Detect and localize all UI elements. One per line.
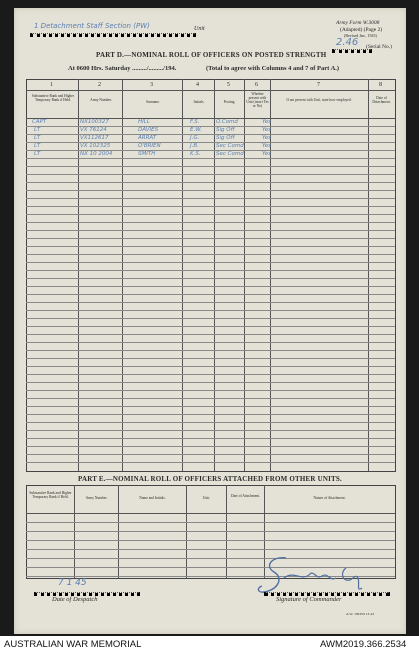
rank-cell: LT xyxy=(34,127,41,133)
e-col-header: Name and Initials. xyxy=(139,496,166,500)
army-number-cell: VX112617 xyxy=(80,135,109,141)
part-d-at-line: At 0600 Hrs. Saturday ........./........./194. xyxy=(68,65,177,72)
rule-line xyxy=(26,462,395,463)
rule-line xyxy=(26,398,395,399)
army-number-cell: NX100327 xyxy=(80,119,109,125)
rule-line xyxy=(26,222,395,223)
col-header: If not present with Unit, state how employed. xyxy=(286,98,352,102)
form-adapted: (Adapted) (Page 2) xyxy=(340,27,383,33)
form-number: Army Form W.3008 xyxy=(336,20,380,26)
initials-cell: F.S. xyxy=(190,119,200,125)
posting-cell: Sig Off xyxy=(216,135,235,141)
surname-cell: SMITH xyxy=(138,151,156,157)
col-header: Initials. xyxy=(193,100,205,104)
e-col-header: Unit. xyxy=(202,496,211,500)
rule-line xyxy=(26,190,395,191)
surname-cell: DAVIES xyxy=(138,127,159,133)
e-col-header: Date of Attachment. xyxy=(230,494,261,498)
army-number-cell: VX 102325 xyxy=(80,143,111,149)
rule-line xyxy=(26,182,395,183)
rule-line xyxy=(26,406,395,407)
present-cell: Yes xyxy=(262,135,272,141)
initials-cell: E.W. xyxy=(190,127,202,133)
unit-label: Unit xyxy=(194,26,205,32)
despatch-date-handwritten: 7 1 45 xyxy=(58,578,87,588)
rule-line xyxy=(26,206,395,207)
rule-line xyxy=(26,446,395,447)
rule-line xyxy=(26,318,395,319)
col-header: Surname. xyxy=(146,100,160,104)
caption-left: AUSTRALIAN WAR MEMORIAL xyxy=(4,639,142,650)
rule-line xyxy=(26,326,395,327)
posting-cell: Sig Off xyxy=(216,127,235,133)
rule-line xyxy=(26,126,395,127)
signature-label: Signature of Commander xyxy=(276,596,342,603)
col-header: Whether present with Unit (insert Yes or No) xyxy=(246,92,269,108)
rule-line xyxy=(26,358,395,359)
rule-line xyxy=(26,540,395,541)
e-col-header: Nature of Attachment. xyxy=(313,496,346,500)
rule-line xyxy=(26,342,395,343)
present-cell: Yes xyxy=(262,119,272,125)
serial-number-handwritten: 2.46 xyxy=(336,37,359,48)
rule-line xyxy=(26,134,395,135)
rule-line xyxy=(26,430,395,431)
initials-cell: J.B. xyxy=(190,143,199,149)
ruled-lines xyxy=(26,118,395,470)
col-number: 6 xyxy=(255,82,258,88)
rule-line xyxy=(26,382,395,383)
rule-line xyxy=(26,334,395,335)
rule-line xyxy=(26,262,395,263)
col-number: 3 xyxy=(150,82,153,88)
caption-bar xyxy=(0,636,419,653)
initials-cell: K.S. xyxy=(190,151,201,157)
col-number: 1 xyxy=(50,82,53,88)
rule-line xyxy=(26,238,395,239)
col-header: Posting. xyxy=(223,100,236,104)
col-header: Army Number. xyxy=(90,98,112,102)
surname-cell: ARRAT xyxy=(138,135,157,141)
army-number-cell: NX 10 2004 xyxy=(80,151,113,157)
rank-cell: LT xyxy=(34,135,41,141)
rule-line xyxy=(26,366,395,367)
rule-line xyxy=(26,278,395,279)
form-revised: (Revised Jan., 1943) xyxy=(344,33,377,38)
rule-line xyxy=(26,174,395,175)
col-number: 2 xyxy=(98,82,101,88)
rule-line xyxy=(26,310,395,311)
unit-dotted-line xyxy=(30,33,196,37)
rule-line xyxy=(26,390,395,391)
col-number: 7 xyxy=(317,82,320,88)
rank-cell: LT xyxy=(34,151,41,157)
e-col-header: Army Number. xyxy=(85,496,108,500)
caption-right: AWM2019.366.2534 xyxy=(320,639,407,650)
rule-line xyxy=(26,438,395,439)
col-header: Substantive Rank and Higher Temporary Rank if Held. xyxy=(31,94,75,102)
rule-line xyxy=(26,142,395,143)
part-d-title: PART D.—NOMINAL ROLL OF OFFICERS ON POSTED STRENGTH xyxy=(96,51,327,59)
col-header: Date of Detachment. xyxy=(372,96,391,104)
rule-line xyxy=(26,198,395,199)
rank-cell: CAPT xyxy=(32,119,47,125)
rule-line xyxy=(26,230,395,231)
col-number: 8 xyxy=(379,82,382,88)
rule-line xyxy=(26,374,395,375)
e-col-header: Substantive Rank and Higher Temporary Rank if Held. xyxy=(29,491,72,499)
part-d-total-line: (Total to agree with Columns 4 and 7 of Part A.) xyxy=(206,65,340,72)
unit-name-handwritten: 1 Detachment Staff Section (PW) xyxy=(34,22,150,30)
present-cell: Yes xyxy=(262,127,272,133)
surname-cell: HILL xyxy=(138,119,150,125)
rule-line xyxy=(26,214,395,215)
rule-line xyxy=(26,254,395,255)
rule-line xyxy=(26,286,395,287)
col-number: 4 xyxy=(196,82,199,88)
printer-mark: A.W. 186 ED 13-43 xyxy=(346,612,374,616)
col-number: 5 xyxy=(227,82,230,88)
rule-line xyxy=(26,150,395,151)
rule-line xyxy=(26,531,395,532)
army-number-cell: VX 76124 xyxy=(80,127,107,133)
posting-cell: O.Comd xyxy=(216,119,238,125)
present-cell: Yes xyxy=(262,143,272,149)
rule-line xyxy=(26,270,395,271)
serial-label: (Serial No.) xyxy=(366,44,392,50)
document-sheet xyxy=(14,8,406,634)
rule-line xyxy=(26,422,395,423)
rule-line xyxy=(26,158,395,159)
part-e-title: PART E.—NOMINAL ROLL OF OFFICERS ATTACHED FROM OTHER UNITS. xyxy=(78,475,342,483)
rule-line xyxy=(26,166,395,167)
surname-cell: O'BRIEN xyxy=(138,143,161,149)
rule-line xyxy=(26,294,395,295)
rank-cell: LT xyxy=(34,143,41,149)
present-cell: Yes xyxy=(262,151,272,157)
rule-line xyxy=(26,302,395,303)
rule-line xyxy=(26,246,395,247)
initials-cell: J.G. xyxy=(190,135,200,141)
despatch-date-label: Date of Despatch xyxy=(52,596,98,603)
rule-line xyxy=(26,522,395,523)
rule-line xyxy=(26,414,395,415)
rule-line xyxy=(26,454,395,455)
rule-line xyxy=(26,350,395,351)
posting-cell: Sec Comd xyxy=(216,143,244,149)
posting-cell: Sec Comd xyxy=(216,151,244,157)
